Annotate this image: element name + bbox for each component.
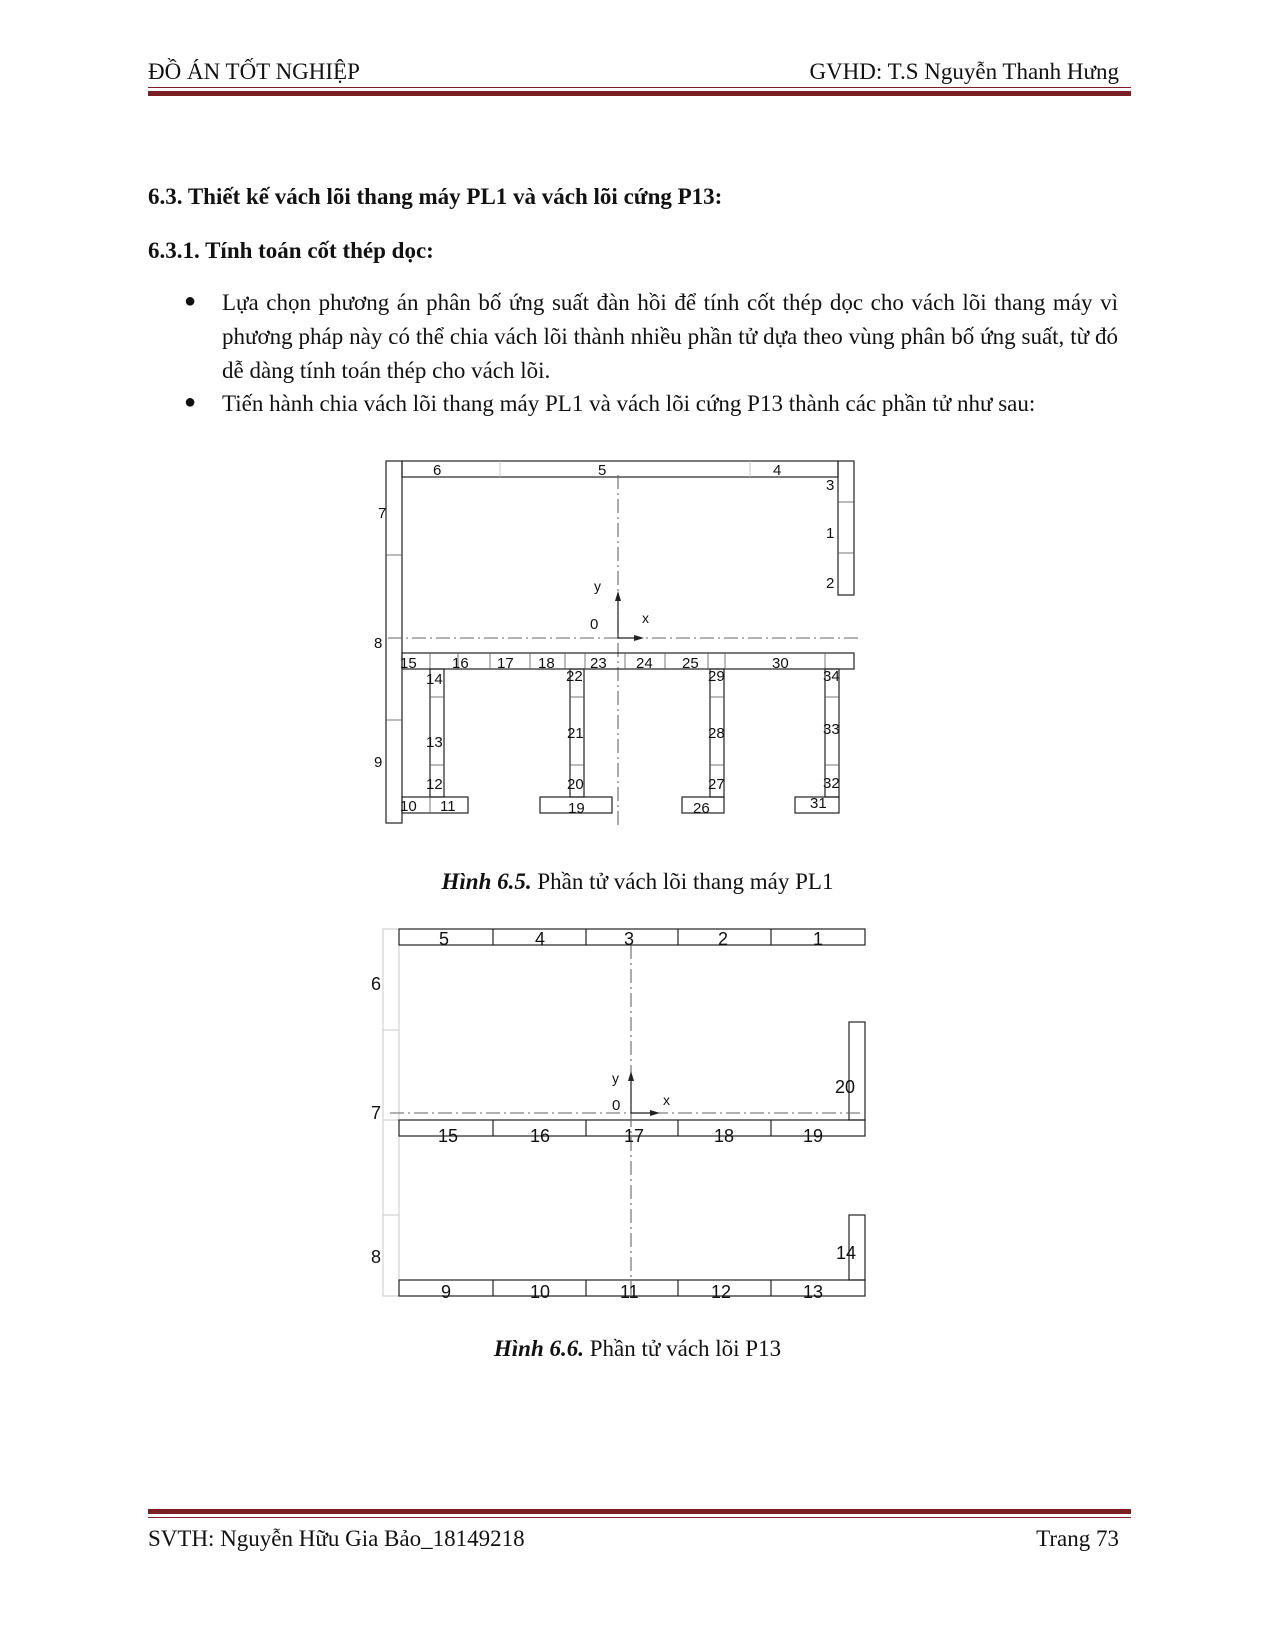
- element-label: 9: [374, 754, 383, 771]
- element-label: 14: [836, 1243, 857, 1263]
- element-label: 30: [772, 655, 789, 672]
- axis-label-y: y: [612, 1070, 619, 1086]
- stub-right-upper: [849, 1022, 865, 1120]
- caption-text: Phần tử vách lõi thang máy PL1: [537, 869, 834, 894]
- footer-right: Trang 73: [1036, 1526, 1119, 1551]
- element-label: 1: [826, 525, 835, 542]
- element-label: 16: [452, 655, 469, 672]
- stub-right-top: [838, 461, 854, 595]
- axis-label-x: x: [642, 610, 649, 626]
- axis-label-x: x: [663, 1092, 670, 1108]
- element-label: 32: [823, 775, 840, 792]
- bullet-text-2: Tiến hành chia vách lõi thang máy PL1 và vách lõi cứng P13 thành các phần tử như sau:: [222, 391, 1036, 416]
- axis-label-origin: 0: [612, 1097, 621, 1114]
- element-label: 2: [826, 575, 835, 592]
- element-label: 2: [718, 929, 729, 949]
- element-label: 19: [568, 800, 585, 817]
- element-label: 24: [636, 655, 653, 672]
- element-label: 12: [711, 1282, 732, 1302]
- element-label: 11: [620, 1282, 639, 1302]
- element-label: 27: [708, 776, 725, 793]
- element-label: 4: [535, 929, 546, 949]
- element-label: 3: [624, 929, 635, 949]
- element-label: 17: [624, 1126, 645, 1146]
- element-label: 20: [567, 776, 584, 793]
- element-label: 17: [497, 655, 514, 672]
- element-label: 12: [426, 776, 443, 793]
- header-rule-thick: [148, 91, 1131, 96]
- element-label: 34: [823, 668, 840, 685]
- element-label: 8: [371, 1247, 382, 1267]
- element-label: 14: [426, 671, 443, 688]
- figure-pl1-diagram: [374, 455, 880, 835]
- subsection-heading: 6.3.1. Tính toán cốt thép dọc:: [148, 238, 434, 263]
- figure-p13-diagram: [371, 925, 880, 1305]
- caption-label: Hình 6.6.: [493, 1336, 584, 1361]
- element-label: 18: [538, 655, 555, 672]
- header-right: GVHD: T.S Nguyễn Thanh Hưng: [809, 59, 1119, 84]
- wall-left: [386, 461, 402, 823]
- footer-rule-thin: [148, 1517, 1131, 1518]
- element-label: 7: [371, 1103, 382, 1123]
- bullet-dot: ●: [184, 391, 197, 413]
- element-label: 23: [590, 655, 607, 672]
- element-label: 3: [826, 477, 835, 494]
- element-label: 33: [823, 721, 840, 738]
- header-left: ĐỒ ÁN TỐT NGHIỆP: [148, 59, 360, 84]
- element-label: 16: [530, 1126, 551, 1146]
- element-label: 26: [693, 800, 710, 817]
- element-label: 15: [400, 655, 417, 672]
- section-heading: 6.3. Thiết kế vách lõi thang máy PL1 và vách lõi cứng P13:: [148, 184, 723, 209]
- caption-text: Phần tử vách lõi P13: [589, 1336, 782, 1361]
- footer-rule-thick: [148, 1509, 1131, 1514]
- element-label: 13: [803, 1282, 824, 1302]
- element-label: 5: [598, 462, 607, 479]
- element-label: 25: [682, 655, 699, 672]
- element-label: 9: [441, 1282, 452, 1302]
- element-label: 5: [439, 929, 450, 949]
- element-label: 31: [810, 795, 827, 812]
- element-label: 18: [714, 1126, 735, 1146]
- footer-left: SVTH: Nguyễn Hữu Gia Bảo_18149218: [148, 1526, 525, 1551]
- axis-label-y: y: [594, 578, 601, 594]
- element-label: 7: [378, 505, 387, 522]
- element-label: 19: [803, 1126, 824, 1146]
- bullet-text-1: Lựa chọn phương án phân bố ứng suất đàn hồi để tính cốt thép dọc cho vách lõi thang máy vì phương pháp này có thể chia vách lõi thành nhiều phần tử dựa theo vùng phân bố ứng suất, từ đó dễ dàng tính toán thép cho vách lõi.: [222, 290, 1118, 383]
- element-label: 29: [708, 668, 725, 685]
- element-label: 15: [438, 1126, 459, 1146]
- element-label: 10: [530, 1282, 551, 1302]
- element-label: 28: [708, 725, 725, 742]
- element-label: 22: [566, 668, 583, 685]
- caption-label: Hình 6.5.: [441, 869, 532, 894]
- element-label: 8: [374, 635, 383, 652]
- figure-caption-p13: [0, 1335, 1275, 1363]
- element-label: 13: [426, 734, 443, 751]
- element-label: 4: [773, 462, 782, 479]
- element-label: 10: [400, 798, 417, 815]
- element-label: 6: [371, 974, 382, 994]
- bullet-dot: ●: [184, 290, 197, 312]
- element-label: 21: [567, 725, 584, 742]
- element-label: 11: [440, 798, 456, 815]
- figure-caption-pl1: [0, 868, 1275, 896]
- axis-label-origin: 0: [590, 616, 599, 633]
- element-label: 1: [813, 929, 824, 949]
- header-rule-thin: [148, 87, 1131, 88]
- element-label: 20: [835, 1077, 856, 1097]
- element-label: 6: [433, 462, 442, 479]
